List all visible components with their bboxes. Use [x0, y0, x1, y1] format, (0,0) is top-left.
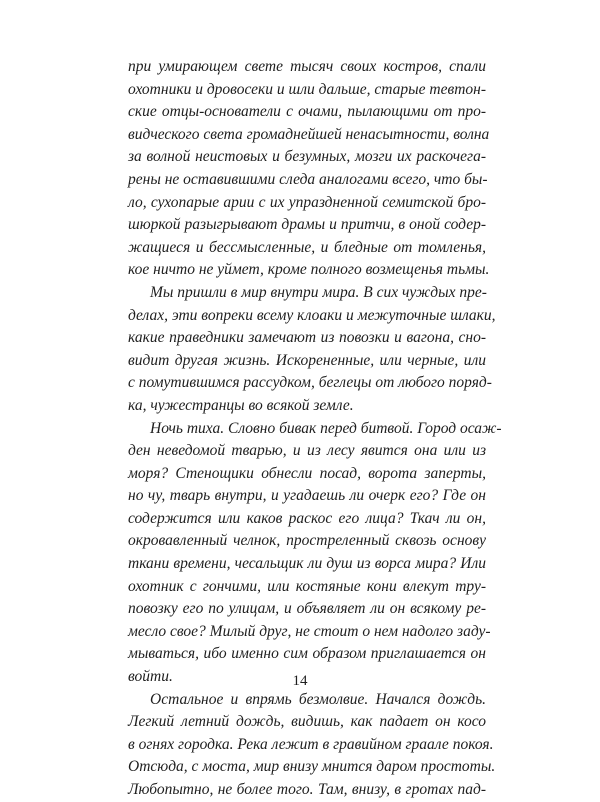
text-line: Любопытно, не более того. Там, внизу, в гротах пад-: [128, 781, 486, 798]
text-line: ские отцы-основатели с очами, пылающими от про-: [128, 103, 486, 121]
text-line: ткани времени, чесальщик ли душ из ворса мира? Или: [128, 555, 486, 573]
text-line: окровавленный челнок, простреленный сквозь основу: [128, 532, 486, 550]
text-line: Остальное и впрямь безмолвие. Начался дождь.: [150, 690, 486, 708]
text-line: ден неведомой тварью, и из лесу явится она или из: [128, 442, 486, 460]
text-line: видческого света громаднейшей ненасытности, волна: [128, 125, 490, 143]
text-line: мываться, ибо именно сим образом приглашается он: [128, 645, 486, 663]
text-line: Ночь тиха. Словно бивак перед битвой. Город осаж-: [150, 419, 502, 437]
text-line: содержится или каков раскос его лица? Ткач ли он,: [128, 509, 486, 527]
text-line: но чу, тварь внутри, и угадаешь ли очерк его? Где он: [128, 487, 486, 505]
page-number: 14: [292, 673, 308, 689]
text-line: Отсюда, с моста, мир внизу мнится даром простоты.: [128, 758, 496, 776]
text-line: охотник с гончими, или костяные кони влекут тру-: [128, 577, 486, 595]
text-line: в огнях городка. Река лежит в гравийном граале покоя.: [128, 735, 494, 753]
text-line: при умирающем свете тысяч своих костров, спали: [128, 58, 486, 75]
text-line: с помутившимся рассудком, беглецы от любого поряд-: [128, 374, 492, 392]
text-line: видит другая жизнь. Искорененные, или черные, или: [128, 351, 486, 369]
text-line: месло свое? Милый друг, не стоит о нем надолго заду-: [128, 622, 491, 640]
text-line: войти.: [128, 668, 173, 686]
text-line: повозку его по улицам, и объявляет ли он всякому ре-: [128, 600, 486, 618]
text-line: рены не оставившими следа аналогами всего, что бы-: [128, 170, 488, 188]
paragraph-2: [128, 282, 496, 418]
text-line: делах, эти вопреки всему клоаки и межуточные шлаки,: [128, 306, 496, 324]
text-line: ло, сухопарые арии с их упраздненной семитской бро-: [128, 193, 486, 211]
text-line: кое ничто не уймет, кроме полного возмещенья тьмы.: [128, 261, 490, 279]
text-line: Легкий летний дождь, видишь, как падает он косо: [128, 713, 486, 731]
text-line: какие праведники замечают из повозки и вагона, сно-: [128, 329, 486, 347]
text-line: за волной неистовых и безумных, мозги их раскочега-: [128, 148, 486, 166]
text-line: Мы пришли в мир внутри мира. В сих чуждых пре-: [150, 283, 487, 301]
text-line: ка, чужестранцы во всякой земле.: [128, 396, 354, 414]
text-line: охотники и дровосеки и шли дальше, старые тевтон-: [128, 80, 486, 98]
paragraph-4: [128, 689, 496, 802]
paragraph-1: [128, 56, 490, 282]
text-line: шюркой разыгрывают драмы и притчи, в оной содер-: [128, 216, 486, 234]
paragraph-3: [128, 418, 502, 689]
text-line: моря? Стенощики обнесли посад, ворота заперты,: [128, 464, 486, 482]
text-line: жащиеся и бессмысленные, и бледные от томленья,: [128, 238, 486, 256]
